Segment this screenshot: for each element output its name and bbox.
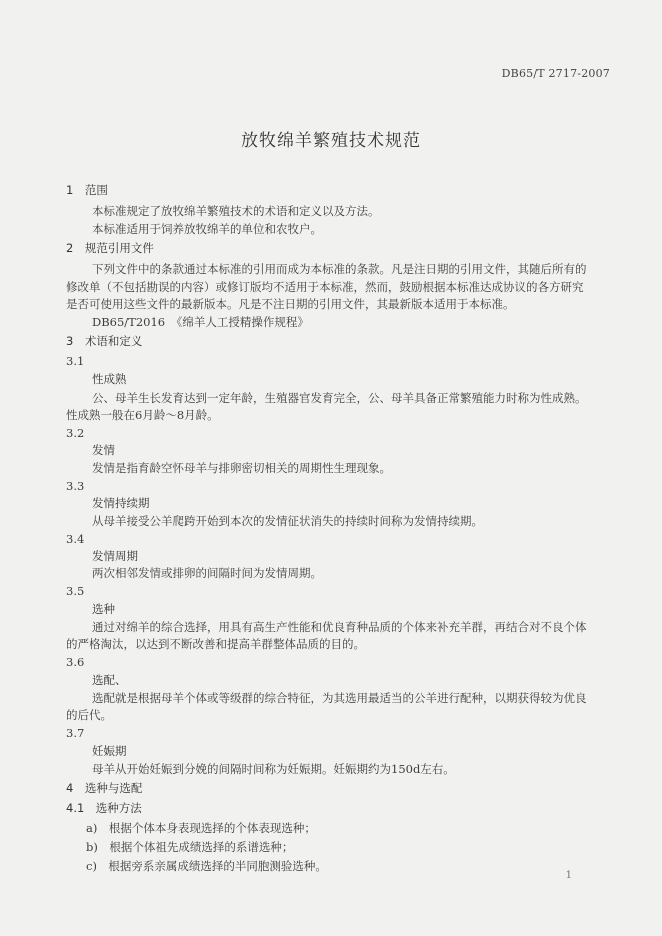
section-heading: 3 术语和定义 (66, 334, 143, 348)
section-heading: 4 选种与选配 (66, 781, 143, 795)
paragraph-line: 选配就是根据母羊个体或等级群的综合特征，为其选用最适当的公羊进行配种，以期获得较为优良 (92, 691, 587, 705)
list-item: b) 根据个体祖先成绩选择的系谱选种； (86, 840, 294, 854)
subsection-heading: 4.1 选种方法 (66, 801, 142, 815)
term-label: 性成熟 (92, 372, 127, 386)
list-item: a) 根据个体本身表现选择的个体表现选种； (86, 821, 316, 835)
paragraph-line: 修改单（不包括勘误的内容）或修订版均不适用于本标准，然而，鼓励根据本标准达成协议的各方研究 (66, 280, 584, 294)
paragraph-line: 的后代。 (66, 708, 112, 722)
paragraph-line: 本标准适用于饲养放牧绵羊的单位和农牧户。 (92, 222, 322, 236)
standard-number: DB65/T 2717-2007 (501, 67, 610, 80)
clause-number: 3.5 (66, 584, 85, 598)
term-label: 选种 (92, 602, 115, 616)
paragraph-line: 发情是指育龄空怀母羊与排卵密切相关的周期性生理现象。 (92, 461, 391, 475)
clause-number: 3.1 (66, 354, 85, 368)
section-heading: 1 范围 (66, 183, 108, 197)
paragraph-line: 是否可使用这些文件的最新版本。凡是不注日期的引用文件，其最新版本适用于本标准。 (66, 297, 515, 311)
clause-number: 3.7 (66, 726, 85, 740)
paragraph-line: 从母羊接受公羊爬跨开始到本次的发情征状消失的持续时间称为发情持续期。 (92, 514, 483, 528)
clause-number: 3.6 (66, 655, 85, 669)
term-label: 选配、 (92, 673, 127, 687)
section-heading: 2 规范引用文件 (66, 241, 154, 255)
list-item: c) 根据旁系亲属成绩选择的半同胞测验选种。 (86, 859, 327, 873)
term-label: 发情 (92, 443, 115, 457)
reference-line: DB65/T2016 《绵羊人工授精操作规程》 (92, 315, 309, 329)
clause-number: 3.2 (66, 426, 85, 440)
clause-number: 3.3 (66, 479, 85, 493)
clause-number: 3.4 (66, 532, 85, 546)
paragraph-line: 通过对绵羊的综合选择，用具有高生产性能和优良育种品质的个体来补充羊群，再结合对不良个体 (92, 620, 587, 634)
term-label: 发情周期 (92, 549, 138, 563)
paragraph-line: 公、母羊生长发育达到一定年龄，生殖器官发育完全，公、母羊具备正常繁殖能力时称为性成熟。 (92, 391, 587, 405)
page-number: 1 (565, 870, 572, 881)
term-label: 发情持续期 (92, 496, 150, 510)
paragraph-line: 两次相邻发情或排卵的间隔时间为发情周期。 (92, 566, 322, 580)
paragraph-line: 本标准规定了放牧绵羊繁殖技术的术语和定义以及方法。 (92, 204, 380, 218)
paragraph-line: 下列文件中的条款通过本标准的引用而成为本标准的条款。凡是注日期的引用文件，其随后所有的 (92, 262, 587, 276)
paragraph-line: 的严格淘汰，以达到不断改善和提高羊群整体品质的目的。 (66, 637, 365, 651)
term-label: 妊娠期 (92, 744, 127, 758)
paragraph-line: 性成熟一般在6月龄～8月龄。 (66, 408, 219, 422)
document-title: 放牧绵羊繁殖技术规范 (241, 131, 421, 151)
paragraph-line: 母羊从开始妊娠到分娩的间隔时间称为妊娠期。妊娠期约为150d左右。 (92, 762, 455, 776)
